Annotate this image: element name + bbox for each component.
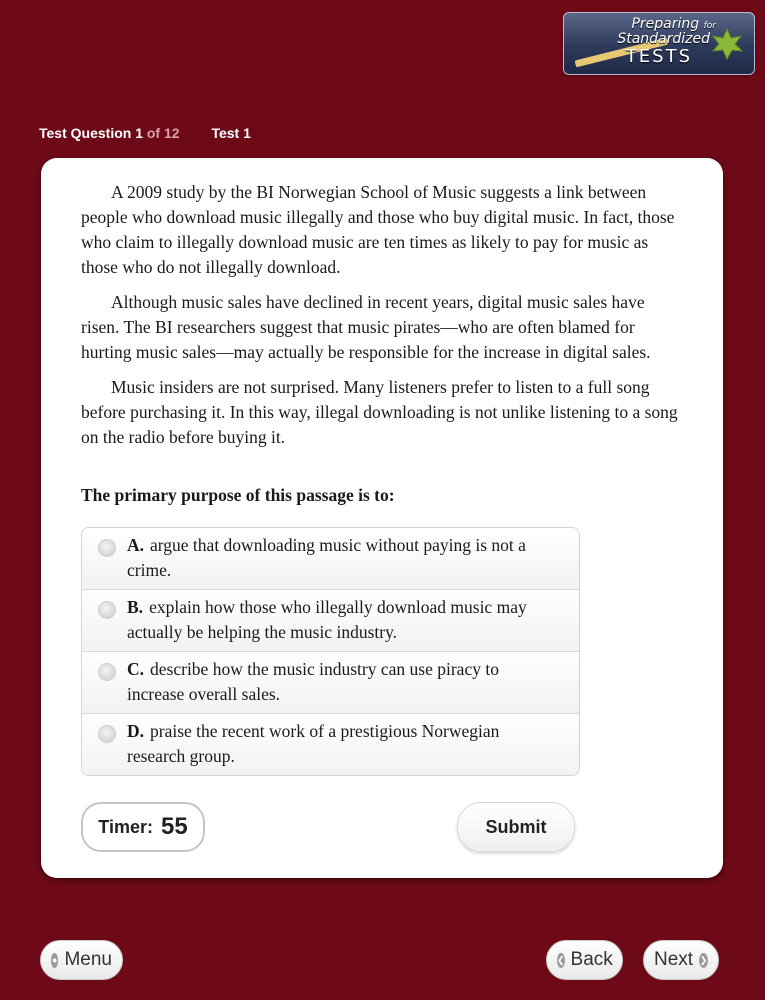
logo-line2: Standardized — [617, 31, 710, 47]
timer — [81, 802, 205, 852]
choice-letter: C. — [127, 659, 145, 679]
question-number: Test Question 1 — [39, 125, 143, 141]
choice-text — [127, 657, 557, 707]
leaf-icon — [710, 27, 744, 61]
passage-paragraph: A 2009 study by the BI Norwegian School of Music suggests a link between people who download music illegally and those who buy digital music. In fact, those who claim to illegally download music are ten times as likely to pay for music as those who do not illegally download. — [81, 182, 675, 277]
menu-label: Menu — [64, 949, 112, 970]
logo-line3: TESTS — [625, 46, 692, 67]
choice-d[interactable] — [82, 713, 579, 775]
back-label: Back — [570, 949, 613, 970]
menu-button[interactable] — [40, 940, 123, 980]
question-prompt: The primary purpose of this passage is to: — [81, 485, 395, 505]
choice-c[interactable] — [82, 651, 579, 713]
choice-letter: B. — [127, 597, 144, 617]
test-name: Test 1 — [211, 125, 251, 141]
circle-icon: ● — [51, 953, 58, 968]
next-button[interactable] — [643, 940, 719, 980]
passage-paragraph: Music insiders are not surprised. Many listeners prefer to listen to a full song before purchasing it. In this way, illegal downloading is not unlike listening to a song on the radio before buying it. — [81, 377, 678, 447]
question-header — [39, 125, 251, 141]
timer-label: Timer: — [98, 816, 153, 837]
timer-value: 55 — [160, 813, 188, 840]
logo-line1: Preparing for — [631, 16, 716, 32]
choice-body: argue that downloading music without paying is not a crime. — [127, 535, 526, 580]
radio-button[interactable] — [98, 601, 116, 619]
question-card — [41, 158, 723, 878]
choice-a[interactable] — [82, 528, 579, 589]
choice-letter: D. — [127, 721, 145, 741]
app-logo — [563, 12, 755, 75]
choice-text — [127, 719, 557, 769]
radio-button[interactable] — [98, 663, 116, 681]
answer-choices — [81, 527, 580, 776]
choice-letter: A. — [127, 535, 145, 555]
chevron-left-icon: ❮ — [557, 953, 565, 968]
choice-body: explain how those who illegally download music may actually be helping the music industry. — [127, 597, 527, 642]
choice-body: praise the recent work of a prestigious Norwegian research group. — [127, 721, 500, 766]
radio-button[interactable] — [98, 725, 116, 743]
choice-b[interactable] — [82, 589, 579, 651]
choice-body: describe how the music industry can use piracy to increase overall sales. — [127, 659, 499, 704]
back-button[interactable] — [546, 940, 623, 980]
chevron-right-icon: ❯ — [699, 953, 708, 968]
submit-button[interactable]: Submit — [457, 802, 575, 852]
choice-text — [127, 595, 557, 645]
passage — [81, 180, 681, 460]
passage-paragraph: Although music sales have declined in recent years, digital music sales have risen. The BI researchers suggest that music pirates—who are often blamed for hurting music sales—may actually be responsible for the increase in digital sales. — [81, 292, 651, 362]
next-label: Next — [654, 949, 694, 970]
radio-button[interactable] — [98, 539, 116, 557]
question-total: of 12 — [146, 125, 180, 141]
choice-text — [127, 533, 557, 583]
